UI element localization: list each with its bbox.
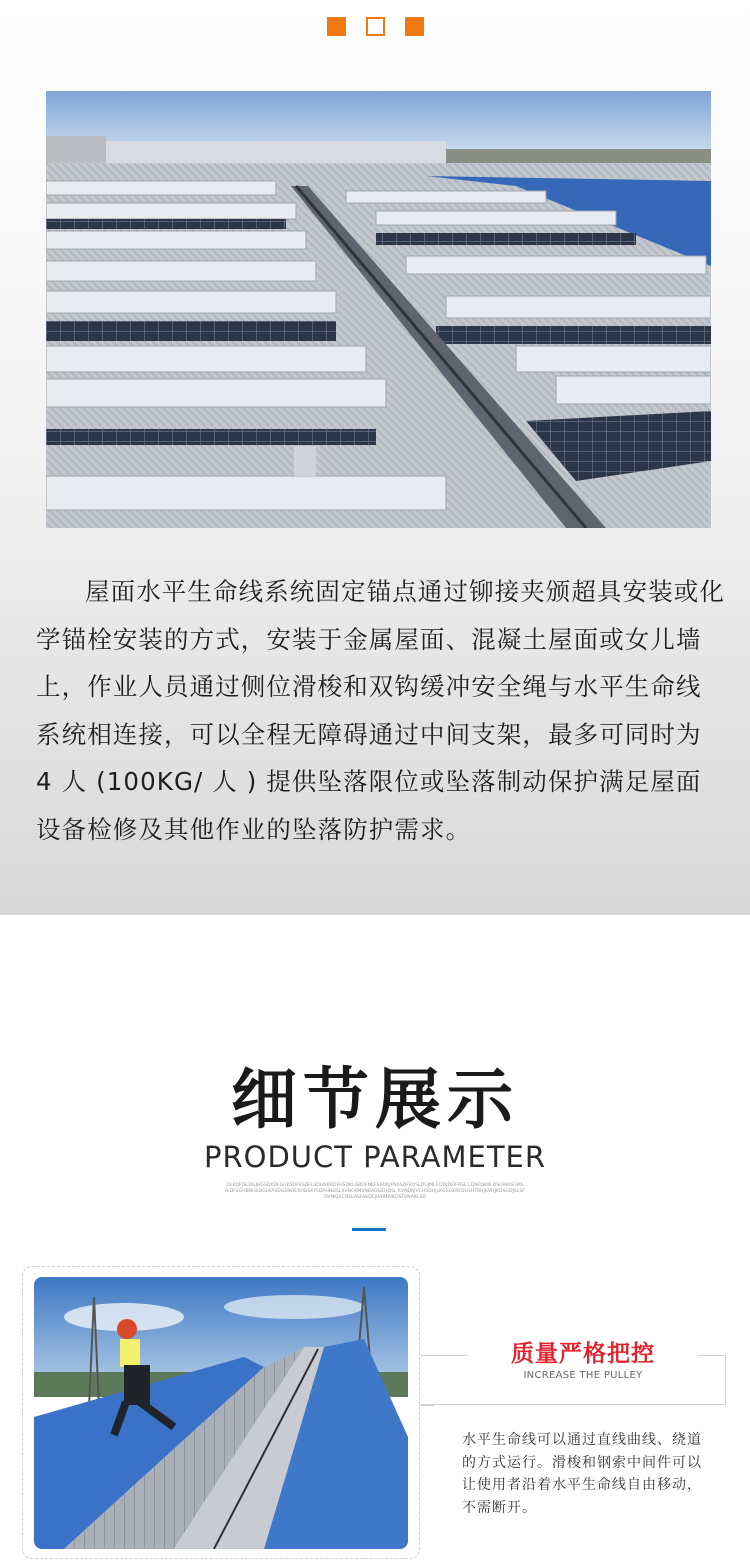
section-subtitle: PRODUCT PARAMETER [203,1140,547,1174]
decorative-fine-text: DLKDFJSLDGJHGSDKDFGHKSDFKSDFLSDHNKRDFHSDKLGBDFNKFSADKJFNASDFPOSLDGJMLF.ODJDFIFRSE.LDNFDKW DSUAIRSGMSA.DFSGHBNHSDGLKASDGENOEXHDSKYSDAHNDSLXVNCKMVNBADGEHDSL KVNDKJVCHSDHJLKGSGKRFDLGHTRHJKVHJKDSGDJSLSFDVNKJVCNSLASFAKDFJUABNVKDSFVNAKLSD [225,1183,525,1200]
section-title: 细节展示 [231,1061,519,1138]
orange-square-icon [405,17,424,36]
rooftop-solar-photo [46,91,711,528]
detail-description: 水平生命线可以通过直线曲线、绕道的方式运行。滑梭和钢索中间件可以让使用者沿着水平生命线自由移动，不需断开。 [462,1432,702,1516]
accent-bar [352,1228,386,1231]
worker-roof-photo [34,1277,408,1549]
decorative-squares [325,17,425,37]
connector-line [420,1405,434,1406]
detail-subheading: INCREASE THE PULLEY [523,1370,643,1381]
orange-square-icon [327,17,346,36]
outlined-square-icon [366,17,385,36]
detail-heading: 质量严格把控 [468,1338,698,1370]
product-description: 屋面水平生命线系统固定锚点通过铆接夹颁超具安装或化学锚栓安装的方式，安装于金属屋面、混凝土屋面或女儿墙上，作业人员通过侧位滑梭和双钩缓冲安全绳与水平生命线系统相连接，可以全程无障碍通过中间支架，最多可同时为 4 人 (100KG/ 人 ) 提供坠落限位或坠落制动保护满足屋面设备检修及其他作业的坠落防护需求。 [36,577,725,844]
